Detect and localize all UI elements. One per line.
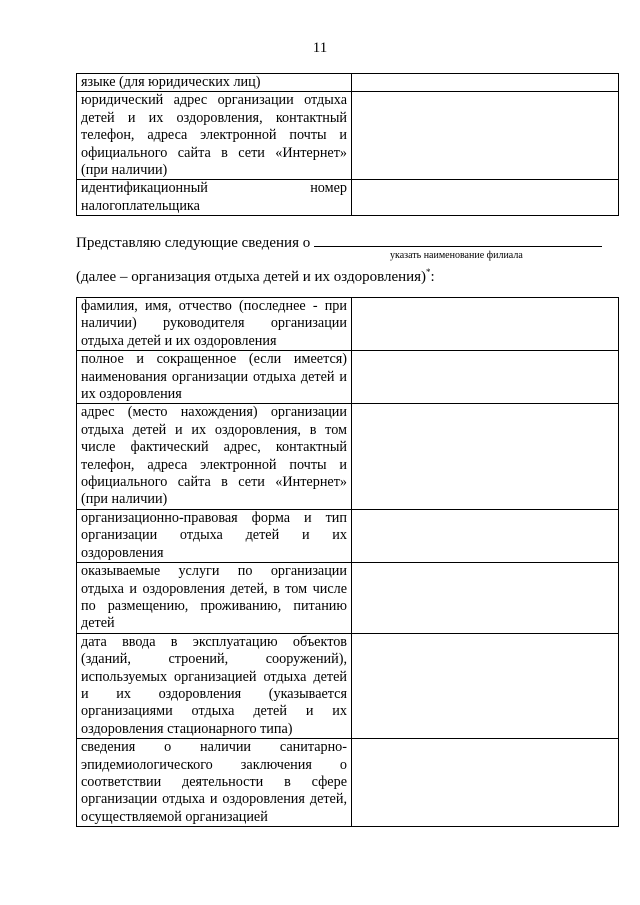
page-number: 11 xyxy=(312,40,328,56)
intro-line xyxy=(76,232,608,253)
row-value[interactable] xyxy=(352,298,619,351)
footnote-mark: * xyxy=(426,267,431,277)
row-label: юридический адрес организации отдыха детей и их оздоровления, контактный телефон, адреса электронной почты и официального сайта в сети «Интернет» (при наличии) xyxy=(77,92,352,180)
camp-details-table xyxy=(76,297,619,827)
row-value[interactable] xyxy=(352,633,619,738)
table-row xyxy=(77,509,619,562)
row-value[interactable] xyxy=(352,92,619,180)
table-row xyxy=(77,351,619,404)
table-row xyxy=(77,633,619,738)
table-row xyxy=(77,739,619,827)
row-label: адрес (место нахождения) организации отдыха детей и их оздоровления, в том числе фактический адрес, контактный телефон, адреса электронной почты и официального сайта в сети «Интернет» (при наличии) xyxy=(77,404,352,509)
intro-continuation xyxy=(76,262,435,287)
table-row xyxy=(77,92,619,180)
table-row xyxy=(77,404,619,509)
table-row xyxy=(77,74,619,92)
row-label: организационно-правовая форма и тип организации отдыха детей и их оздоровления xyxy=(77,509,352,562)
row-label: полное и сокращенное (если имеется) наименования организации отдыха детей и их оздоровления xyxy=(77,351,352,404)
row-value[interactable] xyxy=(352,739,619,827)
table-row xyxy=(77,298,619,351)
continuation-text: (далее – организация отдыха детей и их оздоровления) xyxy=(76,269,427,285)
row-label: языке (для юридических лиц) xyxy=(77,74,352,92)
row-value[interactable] xyxy=(352,74,619,92)
row-label: оказываемые услуги по организации отдыха и оздоровления детей, в том числе по размещению, проживанию, питанию детей xyxy=(77,563,352,634)
table-row xyxy=(77,563,619,634)
branch-name-field[interactable] xyxy=(314,232,602,247)
branch-name-hint: указать наименование филиала xyxy=(390,250,523,261)
intro-text: Представляю следующие сведения о xyxy=(76,235,311,251)
row-label: дата ввода в эксплуатацию объектов (зданий, строений, сооружений), используемых организацией отдыха детей и их оздоровления (указывается организациями отдыха детей и их оздоровления стационарного типа) xyxy=(77,633,352,738)
row-value[interactable] xyxy=(352,509,619,562)
row-value[interactable] xyxy=(352,404,619,509)
row-value[interactable] xyxy=(352,180,619,216)
row-value[interactable] xyxy=(352,563,619,634)
row-label: сведения о наличии санитарно-эпидемиологического заключения о соответствии деятельности в сфере организации отдыха и оздоровления детей, осуществляемой организацией xyxy=(77,739,352,827)
row-label: идентификационный номер налогоплательщика xyxy=(77,180,352,216)
colon: : xyxy=(430,269,435,285)
row-label: фамилия, имя, отчество (последнее - при наличии) руководителя организации отдыха детей и их оздоровления xyxy=(77,298,352,351)
table-row xyxy=(77,180,619,216)
row-value[interactable] xyxy=(352,351,619,404)
organization-details-table xyxy=(76,73,619,216)
